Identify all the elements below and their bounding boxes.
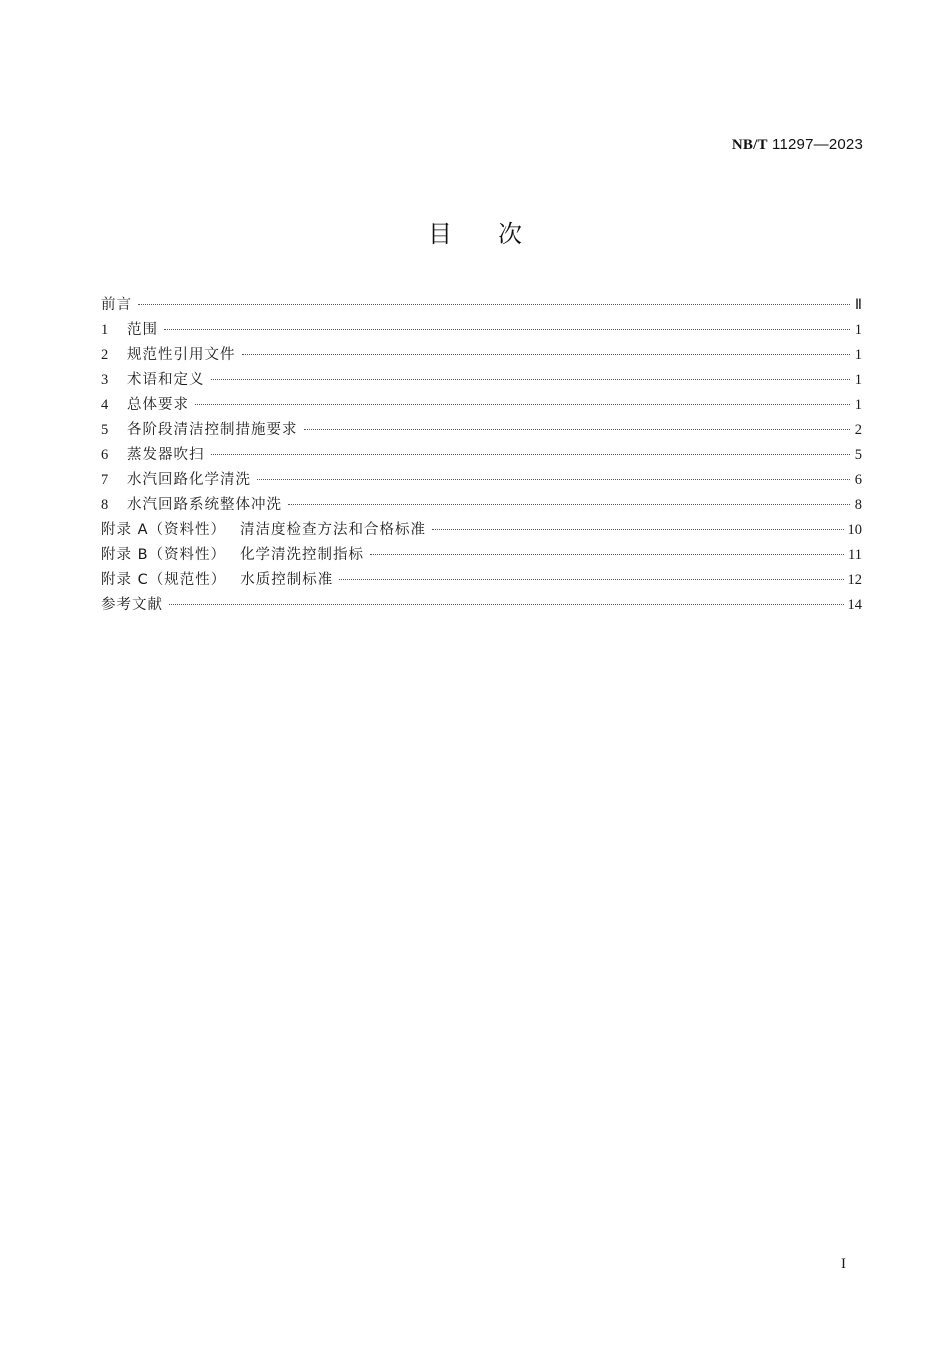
standard-code-prefix: NB/T: [731, 137, 768, 153]
toc-entry[interactable]: [101, 543, 862, 568]
toc-entry-page: 1: [854, 347, 862, 363]
toc-entry-leader-dots: [211, 454, 851, 455]
standard-code: [732, 136, 863, 154]
toc-entry[interactable]: [101, 418, 862, 443]
toc-entry-page: 6: [854, 472, 862, 488]
toc-entry[interactable]: [101, 393, 862, 418]
toc-entry-leader-dots: [288, 504, 850, 505]
toc-entry-number: 6: [101, 447, 109, 463]
toc-entry[interactable]: [101, 493, 862, 518]
toc-entry-label: 范围: [127, 322, 158, 338]
toc-entry-label: 前言: [101, 297, 132, 313]
toc-entry-number: 5: [101, 422, 109, 438]
toc-entry[interactable]: [101, 293, 862, 318]
toc-entry-appendix-prefix: 附录 A（资料性）: [101, 522, 227, 538]
standard-code-number: 11297—2023: [772, 136, 863, 153]
toc-entry-page: 5: [854, 447, 862, 463]
toc-entry-page: 1: [854, 322, 862, 338]
toc-entry-page: 1: [854, 397, 862, 413]
toc-entry-label: 术语和定义: [127, 372, 205, 388]
toc-entry[interactable]: [101, 468, 862, 493]
toc-entry[interactable]: [101, 443, 862, 468]
toc-entry-label: 化学清洗控制指标: [240, 547, 365, 563]
toc-entry-page: 10: [847, 522, 862, 538]
toc-entry-leader-dots: [304, 429, 851, 430]
toc-entry-page: 8: [854, 497, 862, 513]
toc-entry-page: Ⅱ: [854, 297, 862, 313]
toc-entry-label: 蒸发器吹扫: [127, 447, 205, 463]
toc-entry-number: 1: [101, 322, 109, 338]
toc-entry-leader-dots: [370, 554, 844, 555]
toc-entry-label: 水汽回路系统整体冲洗: [127, 497, 282, 513]
toc-entry-number: 2: [101, 347, 109, 363]
toc-entry-number: 8: [101, 497, 109, 513]
toc-entry-leader-dots: [164, 329, 850, 330]
table-of-contents: [101, 293, 862, 618]
toc-entry-leader-dots: [257, 479, 850, 480]
page-number: I: [841, 1256, 846, 1272]
toc-entry[interactable]: [101, 568, 862, 593]
toc-entry-label: 总体要求: [127, 397, 189, 413]
toc-entry-number: 4: [101, 397, 109, 413]
toc-entry-leader-dots: [211, 379, 851, 380]
toc-entry-leader-dots: [432, 529, 843, 530]
toc-entry-number: 7: [101, 472, 109, 488]
toc-entry-leader-dots: [169, 604, 844, 605]
toc-entry-label: 规范性引用文件: [127, 347, 236, 363]
toc-entry[interactable]: [101, 318, 862, 343]
toc-entry-leader-dots: [138, 304, 850, 305]
toc-entry-number: 3: [101, 372, 109, 388]
page-title: 目次: [428, 220, 568, 248]
toc-entry-leader-dots: [242, 354, 851, 355]
toc-entry-page: 12: [847, 572, 862, 588]
toc-entry-page: 2: [854, 422, 862, 438]
toc-entry[interactable]: [101, 593, 862, 618]
toc-entry[interactable]: [101, 343, 862, 368]
toc-entry-label: 水汽回路化学清洗: [127, 472, 251, 488]
toc-entry-label: 各阶段清洁控制措施要求: [127, 422, 298, 438]
toc-entry-page: 11: [848, 547, 862, 563]
toc-entry-label: 清洁度检查方法和合格标准: [240, 522, 427, 538]
toc-entry-page: 14: [847, 597, 862, 613]
toc-entry-leader-dots: [195, 404, 850, 405]
toc-entry-appendix-prefix: 附录 C（规范性）: [101, 572, 227, 588]
toc-entry-page: 1: [854, 372, 862, 388]
toc-entry-label: 水质控制标准: [240, 572, 334, 588]
toc-entry-label: 参考文献: [101, 597, 163, 613]
toc-entry[interactable]: [101, 518, 862, 543]
toc-entry[interactable]: [101, 368, 862, 393]
toc-entry-leader-dots: [339, 579, 843, 580]
toc-entry-appendix-prefix: 附录 B（资料性）: [101, 547, 227, 563]
